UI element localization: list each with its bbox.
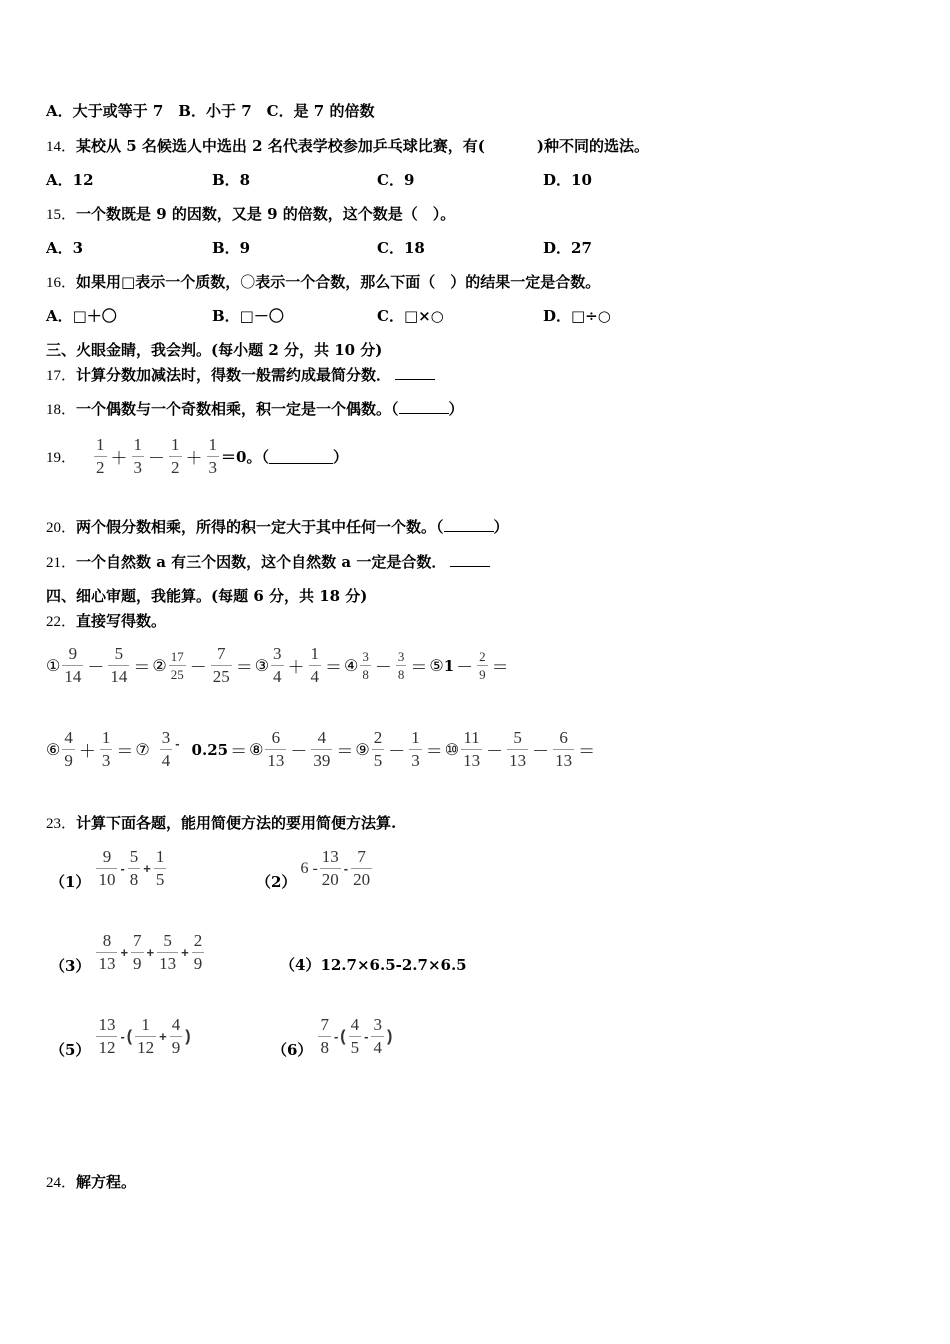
q14-number: 14． <box>46 139 77 155</box>
problem-label: （1） <box>50 873 91 891</box>
fraction: $\frac{5}{13}$ <box>159 931 177 973</box>
fraction: $\frac{1}{3}$ <box>208 435 218 477</box>
item-marker: ⑦ <box>135 740 150 759</box>
q20-text: 两个假分数相乘，所得的积一定大于其中任何一个数。（ <box>76 518 444 536</box>
problem-label: （5） <box>50 1041 91 1059</box>
equals-sign: ＝ <box>235 658 253 678</box>
fraction: $\frac{3}{4}$ <box>273 644 282 686</box>
fraction: $\frac{4}{5}$ <box>350 1015 360 1057</box>
fraction: $\frac{9}{10}$ <box>98 847 116 889</box>
fraction: $\frac{1}{3}$ <box>411 728 420 770</box>
fraction: $\frac{7}{25}$ <box>212 644 230 686</box>
fraction: $\frac{4}{9}$ <box>171 1015 181 1057</box>
fraction: $\frac{9}{14}$ <box>64 644 82 686</box>
fraction: $\frac{1}{5}$ <box>155 847 165 889</box>
question-19 <box>46 434 348 479</box>
minus-sign: － <box>189 658 207 678</box>
question-18 <box>46 399 464 420</box>
problem-label: （3） <box>50 957 91 975</box>
minus-sign: － <box>374 658 392 678</box>
q14-option-d: D．10 <box>543 171 592 189</box>
q22-number: 22． <box>46 614 77 630</box>
fraction: $\frac{1}{2}$ <box>96 435 105 477</box>
answer-blank[interactable] <box>450 552 490 567</box>
q16-text-b: 表示一个质数， <box>135 273 241 291</box>
minus-sign: － <box>532 742 550 762</box>
q23-problem-2 <box>256 845 374 892</box>
minus-sign: － <box>87 658 105 678</box>
item-marker: ③ <box>254 656 270 675</box>
open-paren: ( <box>126 1027 133 1045</box>
plus-sign: + <box>159 1029 167 1044</box>
fraction: $\frac{11}{13}$ <box>463 728 481 770</box>
equals-sign: ＝ <box>410 658 428 678</box>
fraction: $\frac{1}{3}$ <box>133 435 143 477</box>
item-marker: ② <box>152 656 167 675</box>
q16-text-c: 表示一个合数，那么下面（ ）的结果一定是合数。 <box>255 273 601 291</box>
open-paren: ( <box>340 1027 346 1045</box>
equals-sign: ＝ <box>491 658 509 678</box>
item-marker: ⑨ <box>355 740 370 759</box>
minus-sign: － <box>388 742 406 762</box>
fraction: $\frac{6}{13}$ <box>267 728 285 770</box>
q14-option-b: B．8 <box>212 171 251 189</box>
q23-number: 23． <box>46 816 77 832</box>
fraction: $\frac{7}{8}$ <box>320 1015 329 1057</box>
item-marker: ⑩ <box>444 740 460 759</box>
fraction: $\frac{8}{13}$ <box>98 931 116 973</box>
equals-sign: ＝ <box>578 742 596 762</box>
q15-text: 一个数既是 9 的因数，又是 9 的倍数，这个数是（ ）。 <box>76 205 456 223</box>
q24-text: 解方程。 <box>76 1173 137 1191</box>
q16-text-a: 如果用 <box>76 273 122 291</box>
q16-option-c: C．□×○ <box>377 307 444 325</box>
q18-number: 18． <box>46 402 77 418</box>
plus-sign: ＋ <box>185 449 203 469</box>
q22-row-2 <box>46 727 597 772</box>
answer-blank[interactable] <box>399 399 449 414</box>
fraction: $\frac{5}{14}$ <box>110 644 128 686</box>
q16-option-a: A．□＋〇 <box>46 307 117 325</box>
equals-sign: ＝ <box>133 658 151 678</box>
minus-sign: - <box>333 1029 339 1044</box>
item-marker: ⑧ <box>249 740 264 759</box>
minus-sign: － <box>290 742 308 762</box>
fraction: $\frac{2}{5}$ <box>373 728 383 770</box>
plus-sign: ＋ <box>110 449 128 469</box>
question-16 <box>46 272 600 293</box>
q16-option-d: D．□÷○ <box>543 307 611 325</box>
fraction: $\frac{4}{39}$ <box>313 728 331 770</box>
problem-label: （6） <box>272 1041 313 1059</box>
square-symbol: □ <box>121 273 136 291</box>
decimal-value: 0.25 <box>191 740 229 759</box>
minus-sign: - <box>343 861 349 876</box>
plus-sign: + <box>181 945 189 960</box>
plus-sign: + <box>146 945 155 960</box>
q23-problem-6 <box>272 1013 393 1060</box>
answer-blank[interactable] <box>444 517 494 532</box>
q15-option-a: A．3 <box>46 239 84 257</box>
q13-options: A．大于或等于 7 B．小于 7 C．是 7 的倍数 <box>46 102 375 120</box>
fraction: $\frac{1}{4}$ <box>310 644 320 686</box>
minus-sign: － <box>456 658 474 678</box>
fraction: $\frac{3}{4}$ <box>373 1015 382 1057</box>
equals-sign: ＝ <box>336 742 354 762</box>
question-20 <box>46 517 509 538</box>
plus-sign: ＋ <box>78 742 96 762</box>
plus-sign: + <box>120 945 129 960</box>
q17-text: 计算分数加减法时，得数一般需约成最简分数． <box>76 366 392 384</box>
q20-number: 20． <box>46 520 77 536</box>
fraction: $\frac{7}{20}$ <box>353 847 371 889</box>
section-4-heading: 四、细心审题，我能算。(每题 6 分，共 18 分) <box>46 587 368 605</box>
minus-sign: － <box>148 449 166 469</box>
q21-text: 一个自然数 a 有三个因数，这个自然数 a 一定是合数． <box>76 553 447 571</box>
plus-sign: + <box>143 861 151 876</box>
fraction: $\frac{3}{8}$ <box>362 649 369 682</box>
fraction: $\frac{3}{8}$ <box>397 649 405 682</box>
question-21 <box>46 552 490 573</box>
q14-option-c: C．9 <box>377 171 415 189</box>
close-paren: ) <box>386 1027 393 1045</box>
fraction: $\frac{5}{8}$ <box>129 847 139 889</box>
q15-number: 15． <box>46 207 77 223</box>
answer-blank[interactable] <box>269 449 333 464</box>
plus-sign: ＋ <box>287 658 305 678</box>
q18-text: 一个偶数与一个奇数相乘，积一定是一个偶数。（ <box>76 400 399 418</box>
q16-number: 16． <box>46 275 77 291</box>
answer-blank[interactable] <box>395 365 435 380</box>
q15-option-d: D．27 <box>543 239 592 257</box>
question-15 <box>46 204 455 225</box>
fraction: $\frac{4}{9}$ <box>64 728 73 770</box>
q22-text: 直接写得数。 <box>76 612 167 630</box>
question-22 <box>46 611 166 632</box>
fraction: $\frac{5}{13}$ <box>509 728 527 770</box>
circle-symbol: 〇 <box>240 273 256 291</box>
fraction: $\frac{1}{2}$ <box>171 435 180 477</box>
q24-number: 24． <box>46 1175 77 1191</box>
integer-term: 6 - <box>300 859 318 877</box>
q23-problem-5 <box>50 1013 192 1060</box>
q20-close-paren: ） <box>493 518 509 536</box>
q23-problem-1 <box>50 845 168 892</box>
q14-option-a: A．12 <box>46 171 94 189</box>
q19-tail: ＝0。（ <box>221 448 269 466</box>
minus-sign: - <box>364 1029 369 1044</box>
q23-text: 计算下面各题，能用简便方法的要用简便方法算. <box>76 814 397 832</box>
q16-option-b: B．□－〇 <box>212 307 284 325</box>
q23-problem-4 <box>280 955 467 975</box>
item-marker: ⑥ <box>46 740 61 759</box>
fraction: $\frac{13}{12}$ <box>98 1015 116 1057</box>
q18-close-paren: ） <box>448 400 464 418</box>
question-24 <box>46 1172 136 1193</box>
fraction: $\frac{2}{9}$ <box>193 931 203 973</box>
item-marker: ① <box>46 656 61 675</box>
item-marker: ④ <box>344 656 359 675</box>
fraction: $\frac{3}{4}$ <box>161 728 171 770</box>
q15-option-c: C．18 <box>377 239 425 257</box>
fraction: $\frac{6}{13}$ <box>555 728 573 770</box>
q14-text-b: )种不同的选法。 <box>536 137 649 155</box>
equals-sign: ＝ <box>116 742 134 762</box>
q22-row-1 <box>46 643 511 688</box>
q15-option-b: B．9 <box>212 239 251 257</box>
minus-sign: - <box>120 1029 125 1044</box>
equals-sign: ＝ <box>325 658 343 678</box>
q17-number: 17． <box>46 368 77 384</box>
section-3-heading: 三、火眼金睛，我会判。(每小题 2 分，共 10 分) <box>46 341 383 359</box>
question-14 <box>46 136 649 157</box>
q23-problem-3 <box>50 929 206 976</box>
q19-number: 19． <box>46 450 77 466</box>
question-23 <box>46 813 396 834</box>
fraction: $\frac{1}{3}$ <box>101 728 111 770</box>
minus-sign: － <box>486 742 504 762</box>
fraction: $\frac{7}{9}$ <box>133 931 142 973</box>
equals-sign: ＝ <box>230 742 248 762</box>
close-paren: ) <box>185 1027 191 1045</box>
question-17 <box>46 365 435 386</box>
fraction: $\frac{1}{12}$ <box>137 1015 155 1057</box>
fraction: $\frac{2}{9}$ <box>479 649 486 682</box>
item-marker: ⑤ <box>429 656 444 675</box>
fraction: $\frac{17}{25}$ <box>170 649 184 682</box>
fraction: $\frac{13}{20}$ <box>321 847 339 889</box>
equals-sign: ＝ <box>425 742 443 762</box>
integer-value: 1 <box>443 656 455 675</box>
minus-sign: - <box>120 861 125 876</box>
problem-label: （2） <box>256 873 297 891</box>
q14-text-a: 某校从 5 名候选人中选出 2 名代表学校参加乒乓球比赛，有( <box>76 137 485 155</box>
expression: 12.7×6.5-2.7×6.5 <box>320 956 467 974</box>
problem-label: （4） <box>280 956 321 974</box>
q19-close-paren: ） <box>332 448 348 466</box>
minus-sign: - <box>175 736 180 751</box>
q21-number: 21． <box>46 555 77 571</box>
